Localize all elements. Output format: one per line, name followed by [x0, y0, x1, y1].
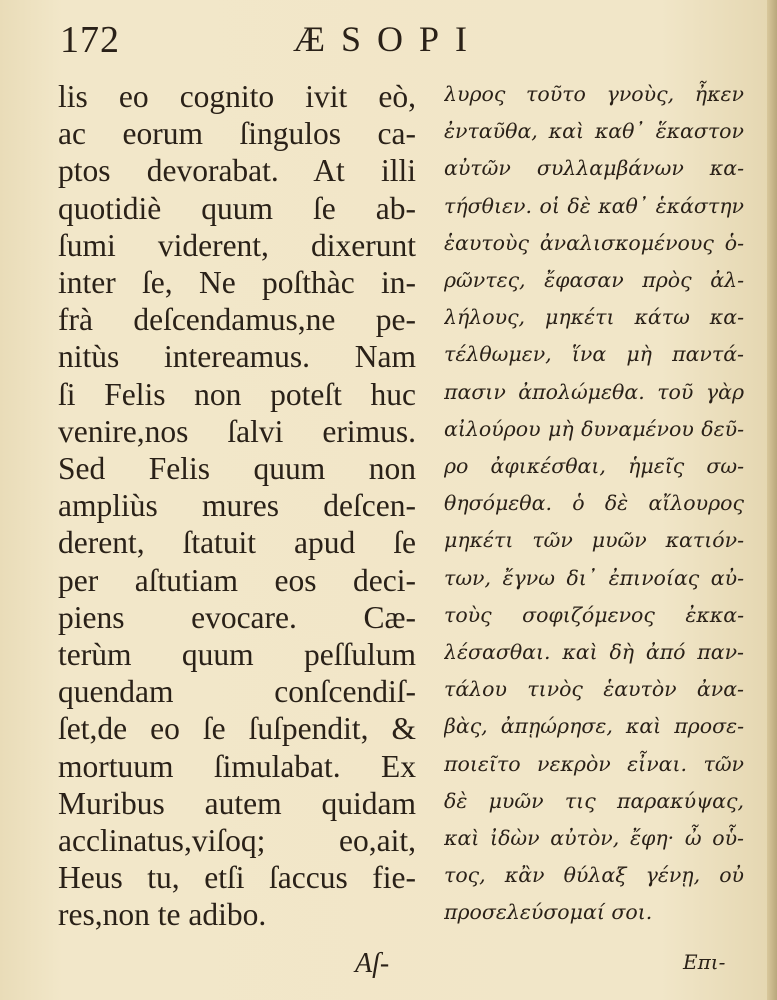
greek-line: τοὺς σοφιζόμενος ἐκκα-: [444, 602, 744, 627]
latin-line: Muribus autem quidam: [58, 785, 416, 821]
greek-line: δὲ μυῶν τις παρακύψας,: [444, 788, 744, 813]
page-header: [0, 14, 777, 68]
latin-line: ac eorum ſingulos ca-: [58, 116, 416, 152]
latin-line: mortuum ſimulabat. Ex: [58, 748, 416, 784]
greek-line: τος, κἂν θύλαξ γένῃ, οὐ: [444, 863, 744, 888]
greek-line: μηκέτι τῶν μυῶν κατιόν-: [444, 528, 744, 553]
latin-line: derent, ſtatuit apud ſe: [58, 525, 416, 561]
greek-line: λήλους, μηκέτι κάτω κα-: [444, 305, 744, 330]
greek-line: λυρος τοῦτο γνοὺς, ἦκεν: [444, 82, 744, 106]
greek-line: ποιεῖτο νεκρὸν εἶναι. τῶν: [444, 751, 744, 776]
greek-line: πασιν ἀπολώμεθα. τοῦ γὰρ: [444, 379, 744, 404]
latin-line: quendam conſcendiſ-: [58, 674, 416, 710]
greek-line: ἑαυτοὺς ἀναλισκομένους ὁ-: [444, 230, 744, 255]
latin-line: venire,nos ſalvi erimus.: [58, 413, 416, 449]
latin-line: Heus tu, etſi ſaccus fie-: [58, 860, 416, 896]
greek-line: λέσασθαι. καὶ δὴ ἀπό παν-: [444, 640, 744, 665]
greek-line: αἰλούρου μὴ δυναμένου δεῦ-: [444, 416, 744, 441]
greek-line: βὰς, ἀπῃώρησε, καὶ προσε-: [444, 714, 744, 739]
greek-line: θησόμεθα. ὁ δὲ αἴλουρος: [444, 491, 744, 516]
latin-line: Sed Felis quum non: [58, 451, 416, 487]
catchword-left: Aſ-: [355, 948, 390, 979]
latin-line: quotidiè quum ſe ab-: [58, 190, 416, 226]
greek-line: τέλθωμεν, ἵνα μὴ παντά-: [444, 342, 744, 367]
latin-line: lis eo cognito ivit eò,: [58, 79, 416, 114]
latin-line: res,non te adibo.: [58, 897, 267, 933]
latin-line: per aſtutiam eos deci-: [58, 562, 416, 598]
greek-line: προσελεύσομαί σοι.: [444, 900, 653, 925]
latin-line: terùm quum peſſulum: [58, 637, 416, 673]
running-title: ÆSOPI: [293, 19, 484, 59]
greek-line: ρο ἀφικέσθαι, ἡμεῖς σω-: [444, 454, 744, 479]
page-edge: [767, 0, 777, 1000]
greek-line: τήσθιεν. οἱ δὲ καθ᾽ ἑκάστην: [444, 193, 744, 218]
catchword-right: Επι-: [683, 950, 726, 974]
latin-line: ſumi viderent, dixerunt: [58, 227, 416, 263]
latin-line: ampliùs mures deſcen-: [58, 488, 416, 524]
latin-line: frà deſcendamus,ne pe-: [58, 302, 416, 338]
latin-line: nitùs intereamus. Nam: [58, 339, 416, 375]
latin-line: ſet,de eo ſe ſuſpendit, &: [58, 711, 416, 747]
page-number: 172: [60, 19, 120, 61]
greek-column: [444, 76, 744, 932]
latin-line: ptos devorabat. At illi: [58, 153, 416, 189]
latin-line: acclinatus,viſoq; eo,ait,: [58, 823, 416, 859]
greek-line: ἐνταῦθα, καὶ καθ᾽ ἕκαστον: [444, 119, 744, 144]
latin-line: inter ſe, Ne poſthàc in-: [58, 265, 416, 301]
greek-line: των, ἔγνω δι᾽ ἐπινοίας αὐ-: [444, 565, 744, 590]
greek-line: καὶ ἰδὼν αὐτὸν, ἔφη· ὦ οὗ-: [444, 826, 744, 851]
latin-column: [58, 78, 416, 934]
greek-line: τάλου τινὸς ἑαυτὸν ἀνα-: [444, 677, 744, 702]
latin-line: piens evocare. Cæ-: [58, 599, 416, 635]
latin-line: ſi Felis non poteſt huc: [58, 376, 416, 412]
greek-line: αὐτῶν συλλαμβάνων κα-: [444, 156, 744, 181]
greek-line: ρῶντες, ἔφασαν πρὸς ἀλ-: [444, 268, 744, 293]
